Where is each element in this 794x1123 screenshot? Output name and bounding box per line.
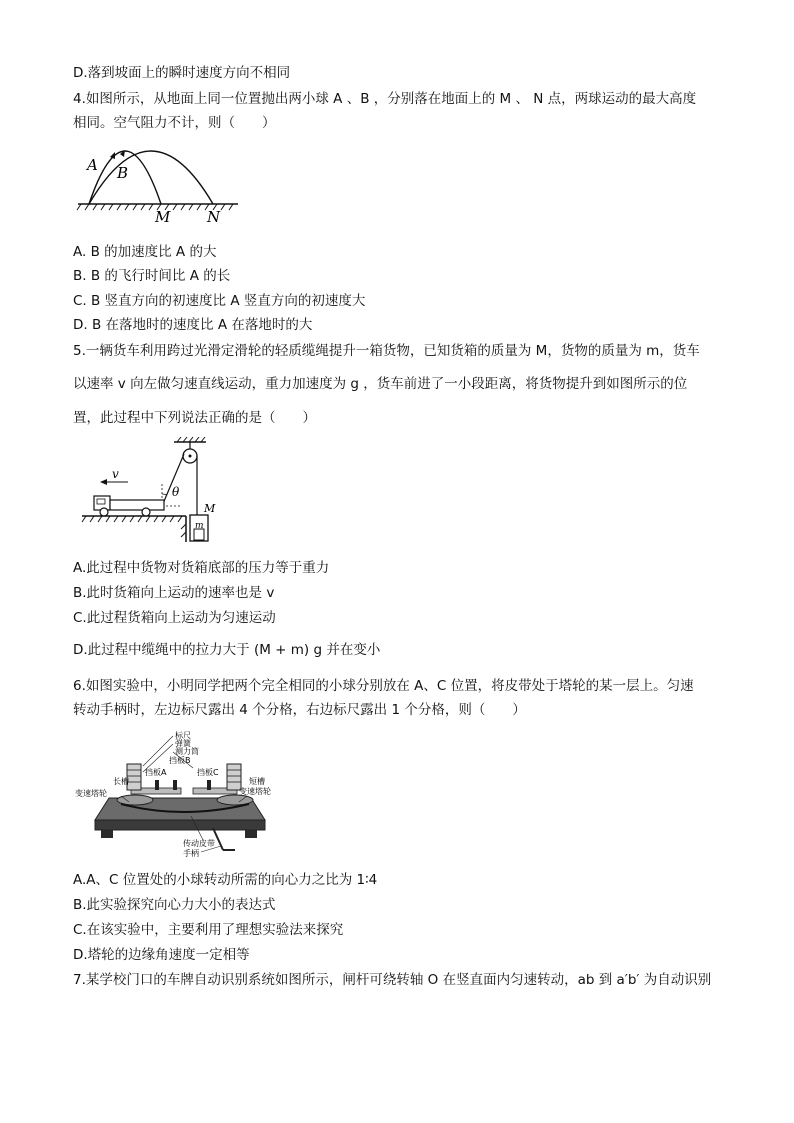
q6-label-shoubing: 手柄 (183, 849, 199, 858)
q5-label-v: v (112, 467, 119, 481)
q5-option-d: D.此过程中缆绳中的拉力大于 (M + m) g 并在变小 (73, 642, 381, 658)
q3-option-d: D.落到坡面上的瞬时速度方向不相同 (73, 65, 291, 81)
q4-label-a: A (87, 156, 98, 174)
q4-label-n: N (207, 208, 221, 226)
q5-option-a: A.此过程中货物对货箱底部的压力等于重力 (73, 560, 330, 576)
q4-option-d: D. B 在落地时的速度比 A 在落地时的大 (73, 317, 313, 333)
q6-label-bs-right: 变速塔轮 (239, 787, 271, 796)
q6-label-biaochi: 标尺 (175, 731, 191, 740)
q6-stem-line2: 转动手柄时，左边标尺露出 4 个分格，右边标尺露出 1 个分格，则（ ） (73, 702, 526, 718)
q4-stem-line1: 4.如图所示，从地面上同一位置抛出两小球 A 、B ，分别落在地面上的 M 、 N 点，两球运动的最大高度 (73, 91, 697, 107)
q5-label-small-m: m (195, 521, 204, 531)
q6-label-dangban-b: 挡板B (169, 756, 191, 765)
q6-label-tanhuang: 弹簧 (175, 739, 191, 748)
q6-label-celitong: 测力筒 (175, 747, 199, 756)
q7-stem-line1: 7.某学校门口的车牌自动识别系统如图所示，闸杆可绕转轴 O 在竖直面内匀速转动，ab 到 a′b′ 为自动识别 (73, 972, 712, 988)
q4-projectile-figure (73, 140, 243, 228)
q6-label-changcao: 长槽 (113, 777, 129, 786)
q5-stem-line3: 置，此过程中下列说法正确的是（ ） (73, 410, 316, 426)
q5-option-c: C.此过程货箱向上运动为匀速运动 (73, 610, 276, 626)
q6-option-a: A.A、C 位置处的小球转动所需的向心力之比为 1∶4 (73, 872, 378, 888)
q6-label-dangban-a: 挡板A (145, 768, 167, 777)
q6-option-b: B.此实验探究向心力大小的表达式 (73, 897, 276, 913)
q5-option-b: B.此时货箱向上运动的速率也是 v (73, 585, 275, 601)
q6-label-bs-left: 变速塔轮 (75, 789, 107, 798)
q4-option-c: C. B 竖直方向的初速度比 A 竖直方向的初速度大 (73, 293, 366, 309)
q6-label-chuandong: 传动皮带 (183, 839, 215, 848)
q4-label-b: B (117, 164, 129, 182)
q4-option-b: B. B 的飞行时间比 A 的长 (73, 268, 231, 284)
q5-label-theta: θ (172, 485, 180, 499)
q6-label-dangban-c: 挡板C (197, 768, 219, 777)
q6-stem-line1: 6.如图实验中，小明同学把两个完全相同的小球分别放在 A、C 位置，将皮带处于塔轮的某一层上。匀速 (73, 678, 694, 694)
q4-stem-line2: 相同。空气阻力不计，则（ ） (73, 115, 276, 131)
q6-label-duancao: 短槽 (249, 777, 265, 786)
q5-stem-line2: 以速率 v 向左做匀速直线运动，重力加速度为 g ，货车前进了一小段距离，将货物提升到如图所示的位 (73, 376, 688, 392)
q5-stem-line1: 5.一辆货车利用跨过光滑定滑轮的轻质缆绳提升一箱货物，已知货箱的质量为 M，货物的质量为 m，货车 (73, 343, 700, 359)
q4-option-a: A. B 的加速度比 A 的大 (73, 244, 217, 260)
q6-centripetal-apparatus-figure (73, 728, 273, 858)
q4-label-m: M (155, 208, 171, 226)
q6-option-c: C.在该实验中，主要利用了理想实验法来探究 (73, 922, 344, 938)
q5-label-big-m: M (204, 502, 216, 515)
q6-option-d: D.塔轮的边缘角速度一定相等 (73, 947, 250, 963)
q5-truck-pulley-figure (78, 434, 228, 546)
